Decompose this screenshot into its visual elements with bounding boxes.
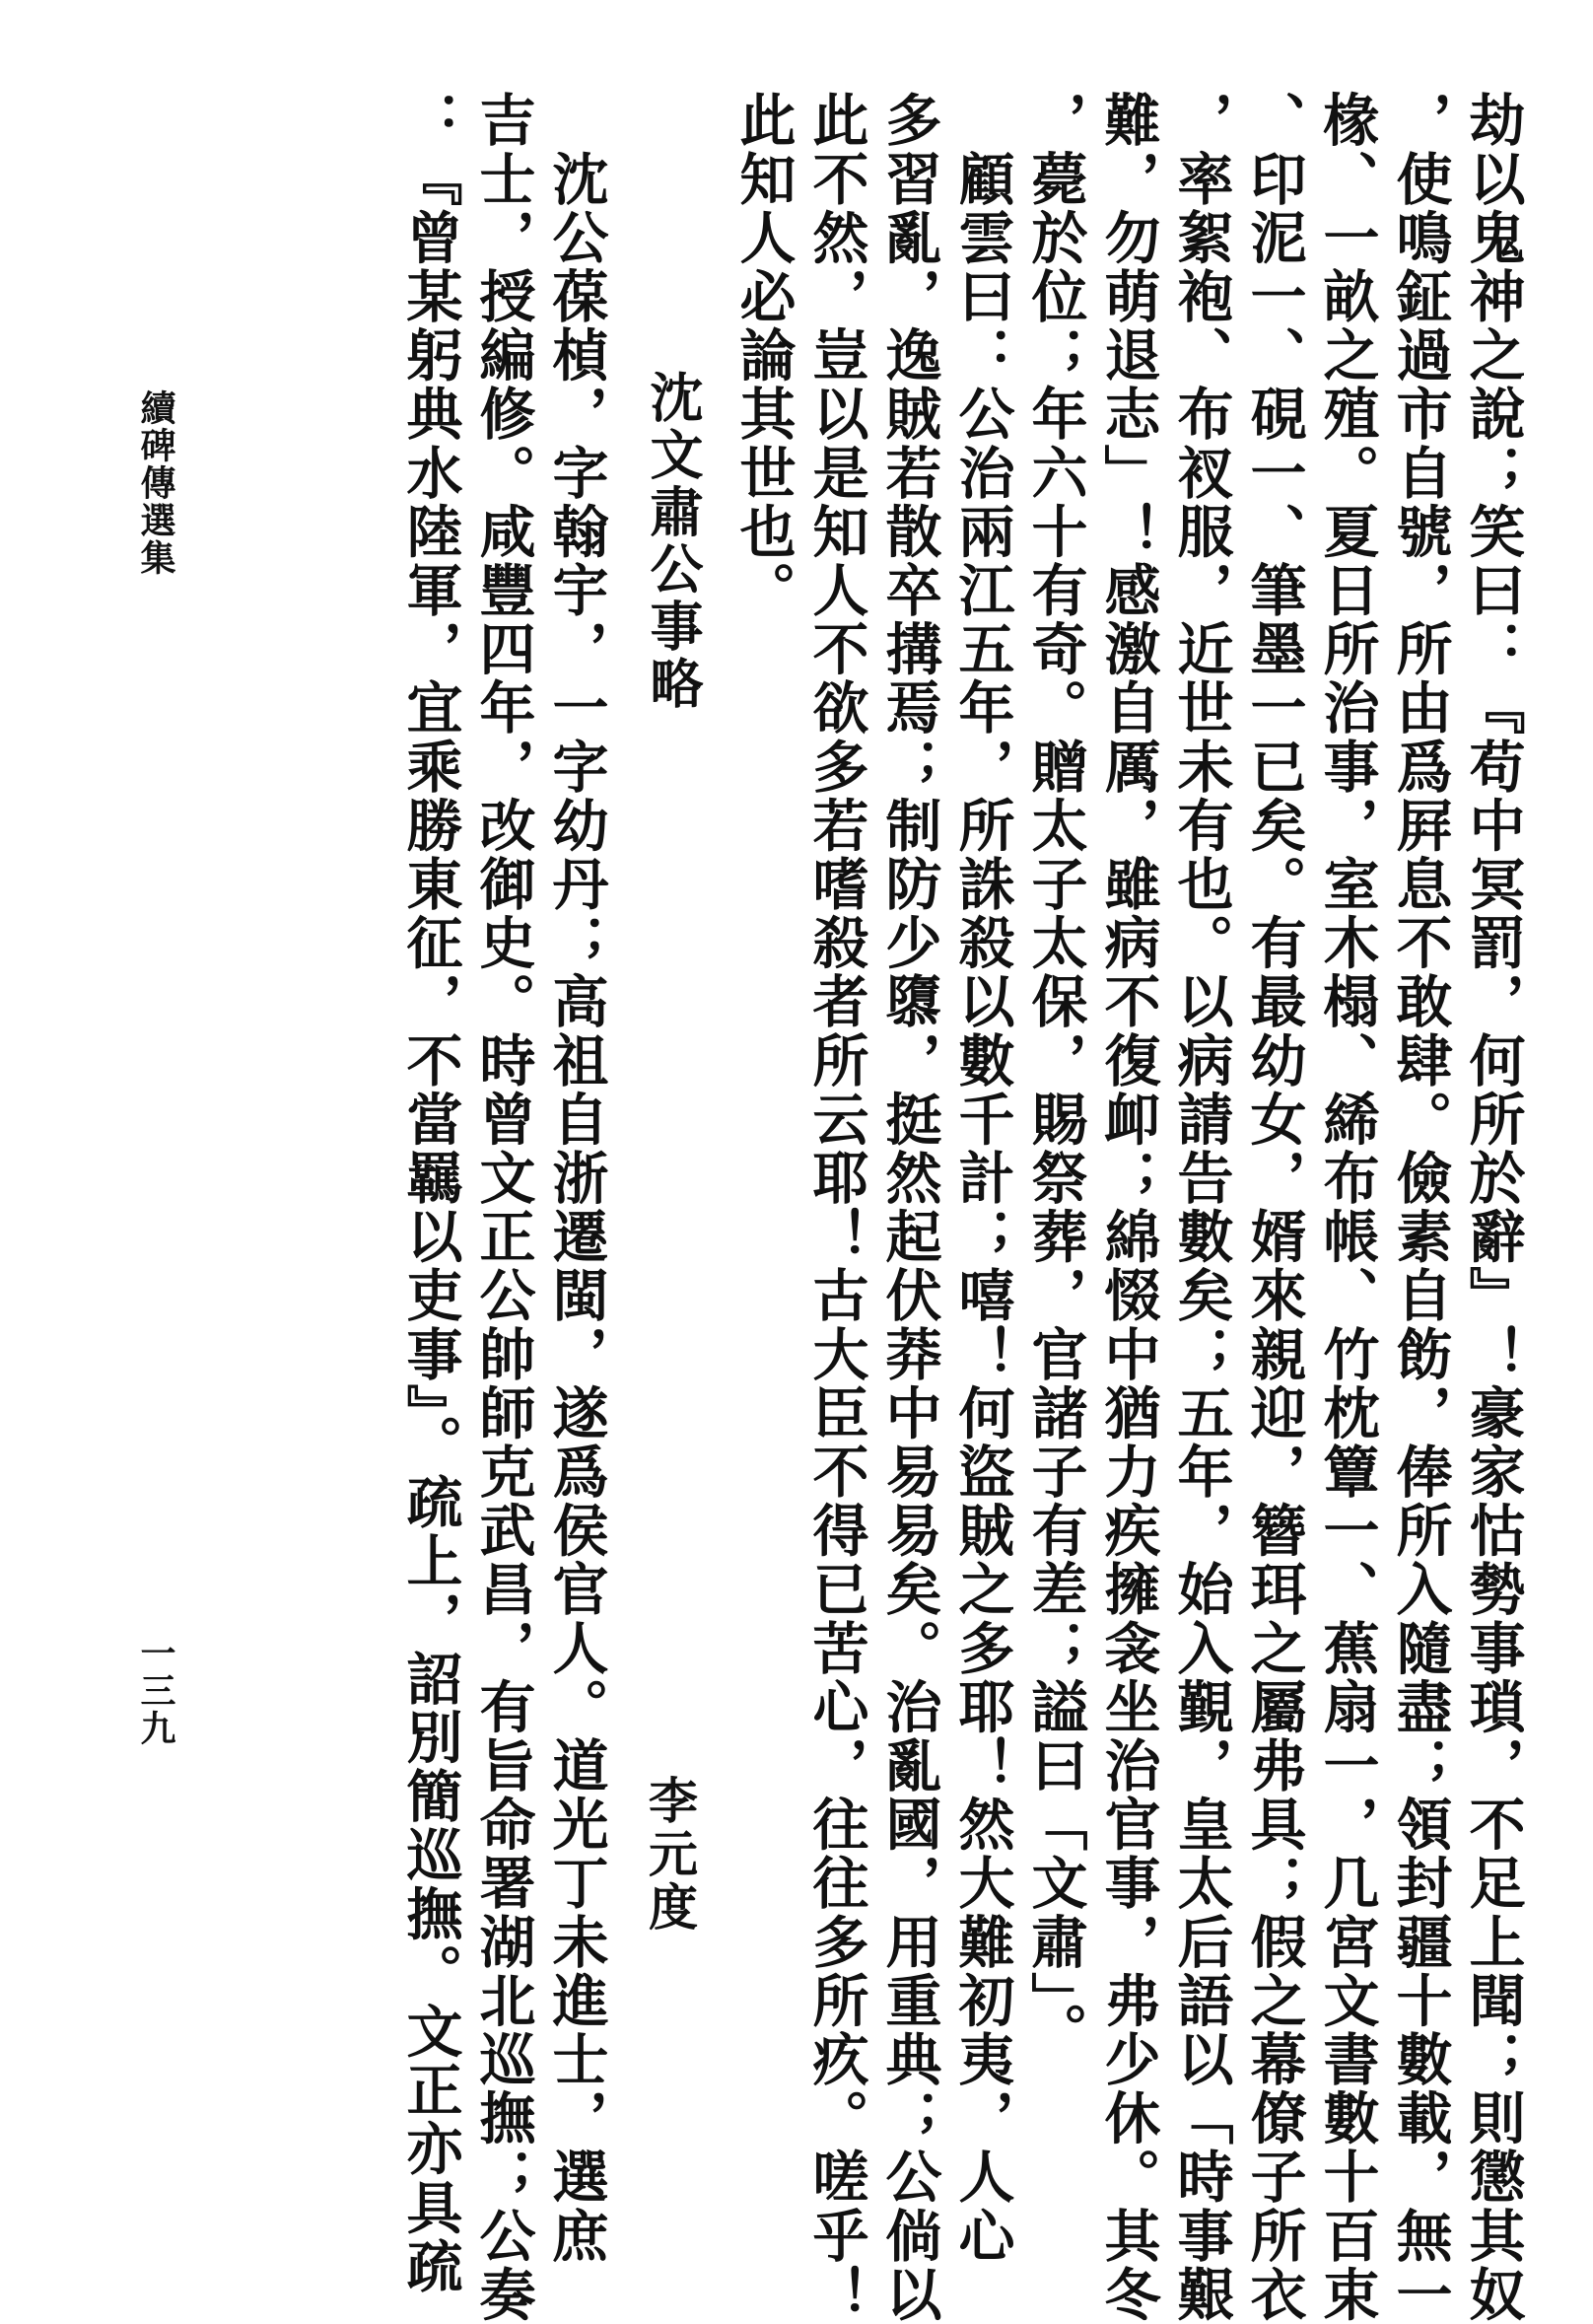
body-column: 多習亂，逸賊若散卒搆焉；制防少隳，挺然起伏莽中易易矣。治亂國，用重典；公倘以: [876, 91, 942, 2324]
body-column: 此知人必論其世也。: [730, 91, 796, 620]
body-column: 難，勿萌退志」！感激自厲，雖病不復卹；綿惙中猶力疾擁衾坐治官事，弗少休。其冬: [1095, 91, 1161, 2324]
article-title: 沈文肅公事略: [642, 370, 705, 713]
body-column: 顧雲曰：公治兩江五年，所誅殺以數千計；嘻！何盜賊之多耶！然大難初夷，人心: [949, 91, 1015, 2266]
body-column: 椽、一畝之殖。夏日所治事，室木榻、絺布帳、竹枕簟一、蕉扇一，几宮文書數十百束: [1314, 91, 1380, 2324]
article-column: 吉士，授編修。咸豐四年，改御史。時曾文正公帥師克武昌，有旨命署湖北巡撫；公奏: [470, 91, 536, 2324]
body-column: ，薨於位；年六十有奇。贈太子太保，賜祭葬，官諸子有差；謚曰「文肅」。: [1022, 91, 1088, 2061]
article-author: 李元度: [641, 1775, 699, 1935]
body-column: ，使鳴鉦過市自號，所由爲屛息不敢肆。儉素自飭，俸所入隨盡；領封疆十數載，無一: [1387, 91, 1453, 2324]
page-number: 一三九: [135, 1635, 176, 1747]
body-column: 劫以鬼神之說；笑曰：『苟中冥罰，何所於辭』！豪家怙勢事瑣，不足上聞；則懲其奴: [1460, 91, 1526, 2324]
body-column: 、印泥一、硯一、筆墨一已矣。有最幼女，婿來親迎，簪珥之屬弗具；假之幕僚子所衣: [1241, 91, 1307, 2324]
running-header: 續碑傳選集: [135, 389, 176, 577]
body-column: 此不然，豈以是知人不欲多若嗜殺者所云耶！古大臣不得已苦心，往往多所疚。嗟乎！: [803, 91, 869, 2324]
body-column: ，率絮袍、布衩服，近世未有也。以病請告數矣；五年，始入覲，皇太后語以「時事艱: [1168, 91, 1234, 2324]
article-column: 沈公葆楨，字翰宇，一字幼丹；高祖自浙遷閩，遂爲侯官人。道光丁未進士，選庶: [543, 91, 609, 2266]
article-column: ：『曾某躬典水陸軍，宜乘勝東征，不當羈以吏事』。疏上，詔別簡巡撫。文正亦具疏: [397, 91, 463, 2296]
